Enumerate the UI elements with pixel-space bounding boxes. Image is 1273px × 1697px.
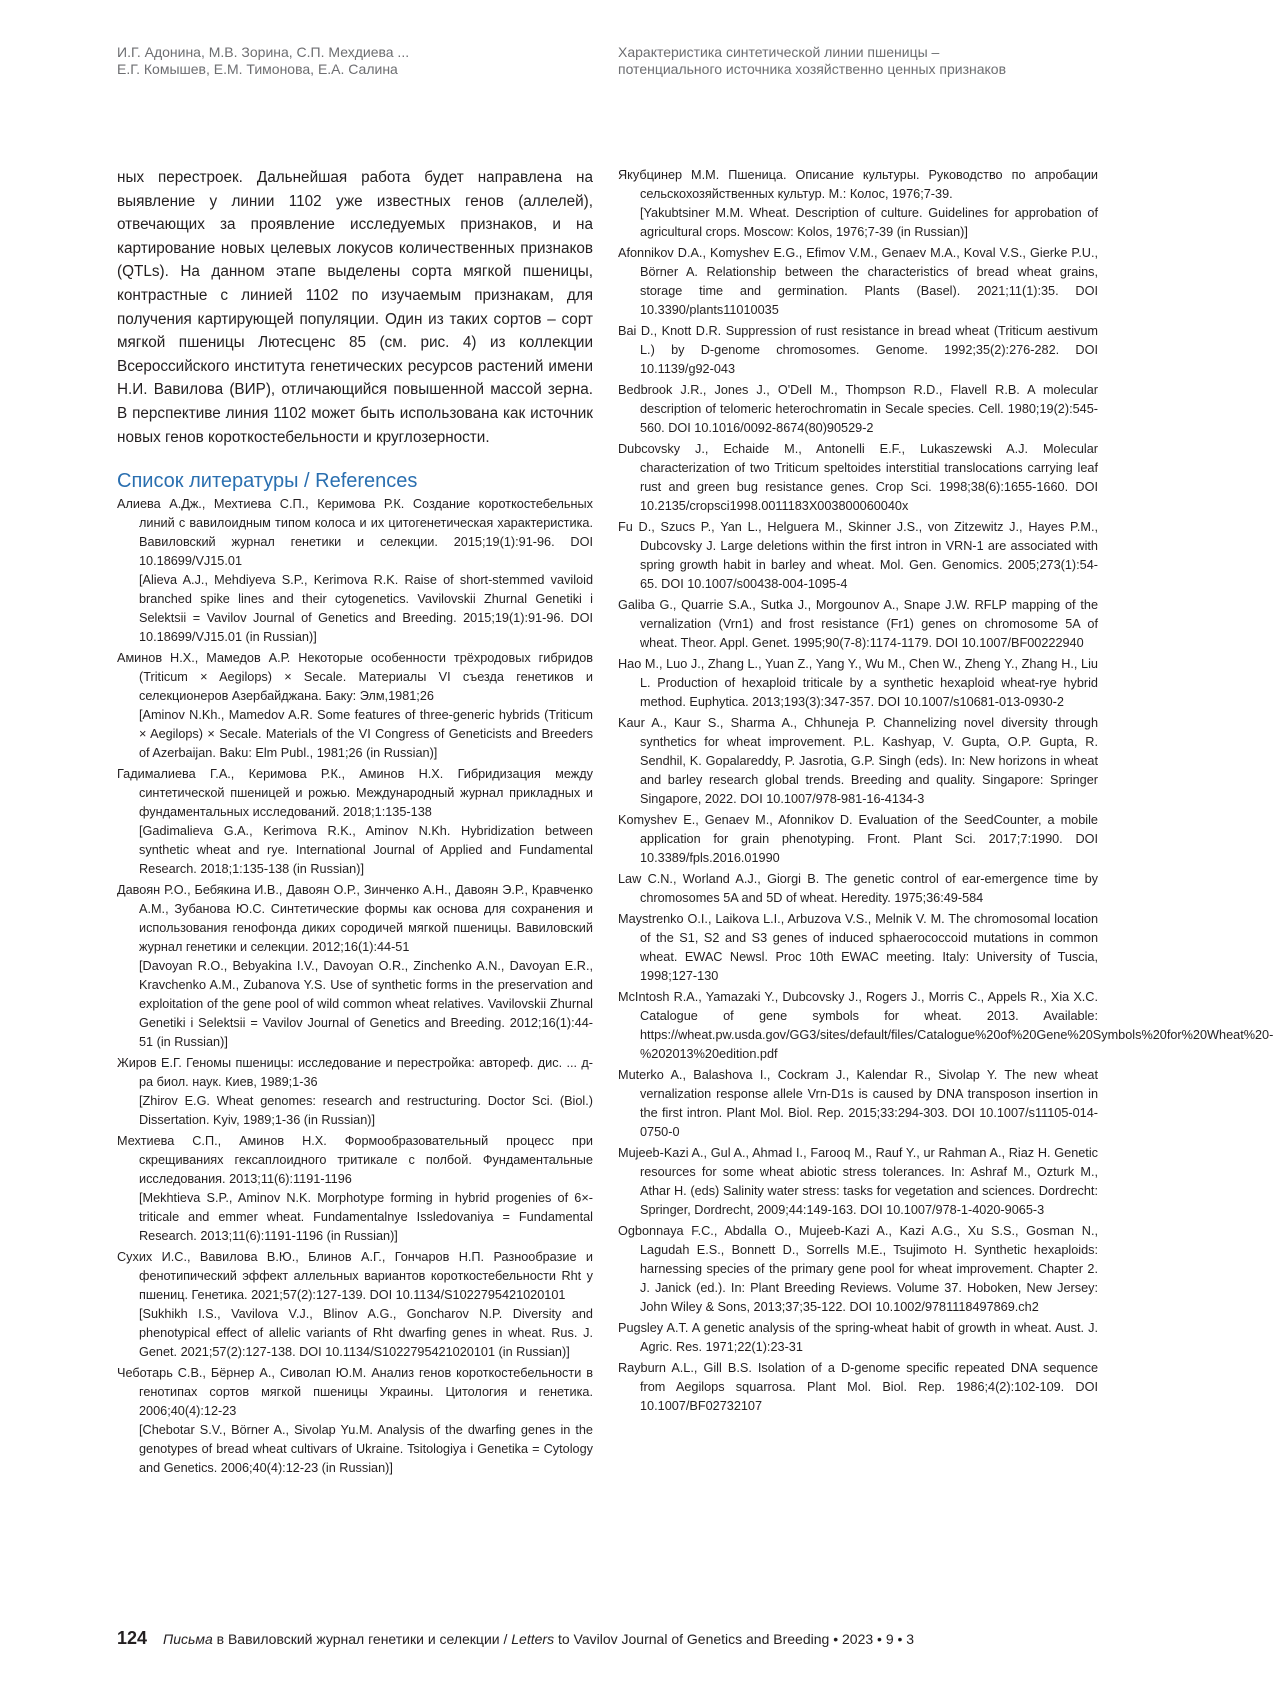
- authors-line-2: Е.Г. Комышев, Е.М. Тимонова, Е.А. Салина: [117, 61, 398, 77]
- journal-ru-italic: Письма: [163, 1631, 213, 1647]
- reference-text: Якубцинер М.М. Пшеница. Описание культуры. Руководство по апробации сельскохозяйственных культур. М.: Колос, 1976;7-39.: [618, 168, 1098, 201]
- reference-text: Bedbrook J.R., Jones J., O'Dell M., Thompson R.D., Flavell R.B. A molecular description of telomeric heterochromatin in Secale species. Cell. 1980;19(2):545-560. DOI 10.1016/0092-8674(80)90529-2: [618, 383, 1098, 435]
- reference-text: Mujeeb-Kazi A., Gul A., Ahmad I., Farooq M., Rauf Y., ur Rahman A., Riaz H. Genetic resources for some wheat abiotic stress tolerances. In: Ashraf M., Ozturk M., Athar H. (eds) Salinity water stress: tasks for vegetation and sciences. Dordrecht: Springer, Dordrecht, 2009;44:149-163. DOI 10.1007/978-1-4020-9065-3: [618, 1146, 1098, 1217]
- reference-item: [618, 244, 1098, 320]
- reference-text: Ogbonnaya F.C., Abdalla O., Mujeeb-Kazi A., Kazi A.G., Xu S.S., Gosman N., Lagudah E.S., Bonnett D., Sorrells M.E., Tsujimoto H. Synthetic hexaploids: harnessing species of the primary gene pool for wheat improvement. Chapter 2. J. Janick (ed.). In: Plant Breeding Reviews. Volume 37. Hoboken, New Jersey: John Wiley & Sons, 2013;37;35-122. DOI 10.1002/9781118497869.ch2: [618, 1224, 1098, 1314]
- reference-text: Аминов Н.Х., Мамедов А.Р. Некоторые особенности трёхродовых гибридов (Triticum × Aegilops) × Secale. Материалы VI съезда генетиков и селекционеров Азербайджана. Баку: Элм,1981;26: [117, 651, 593, 704]
- references-list-right: [618, 166, 1273, 1416]
- reference-item: [117, 1054, 593, 1130]
- reference-text: Чеботарь С.В., Бёрнер А., Сиволап Ю.М. Анализ генов короткостебельности в генотипах сортов мягкой пшеницы Украины. Цитология и генетика. 2006;40(4):12-23: [117, 1366, 593, 1419]
- reference-translation: [Zhirov E.G. Wheat genomes: research and restructuring. Doctor Sci. (Biol.) Dissertation. Kyiv, 1989;1-36 (in Russian)]: [139, 1094, 593, 1128]
- reference-item: [618, 381, 1098, 438]
- right-column: [618, 166, 1273, 1418]
- reference-item: [618, 714, 1098, 809]
- reference-item: [117, 765, 593, 879]
- reference-item: [618, 1066, 1098, 1142]
- reference-item: [117, 881, 593, 1052]
- running-head-authors: [117, 44, 597, 78]
- page-number: 124: [117, 1628, 148, 1648]
- reference-text: Dubcovsky J., Echaide M., Antonelli E.F., Lukaszewski A.J. Molecular characterization of two Triticum speltoides interstitial translocations carrying leaf rust and green bug resistance genes. Crop Sci. 1998;38(6):1655-1660. DOI 10.2135/cropsci1998.0011183X003800060040x: [618, 442, 1098, 513]
- reference-translation: [Yakubtsiner M.M. Wheat. Description of culture. Guidelines for approbation of agricultural crops. Moscow: Kolos, 1976;7-39 (in Russian)]: [640, 206, 1098, 239]
- reference-text: Rayburn A.L., Gill B.S. Isolation of a D-genome specific repeated DNA sequence from Aegilops squarrosa. Plant Mol. Biol. Rep. 1986;4(2):102-109. DOI 10.1007/BF02732107: [618, 1361, 1098, 1413]
- reference-item: [618, 440, 1098, 516]
- reference-translation: [Aminov N.Kh., Mamedov A.R. Some features of three-generic hybrids (Triticum × Aegilops) × Secale. Materials of the VI Congress of Geneticists and Breeders of Azerbaijan. Baku: Elm Publ., 1981;26 (in Russian)]: [139, 708, 593, 761]
- reference-text: Мехтиева С.П., Аминов Н.Х. Формообразовательный процесс при скрещиваниях гексаплоидного тритикале с полбой. Фундаментальные исследования. 2013;11(6):1191-1196: [117, 1134, 593, 1187]
- reference-translation: [Chebotar S.V., Börner A., Sivolap Yu.M. Analysis of the dwarfing genes in the genotypes of bread wheat cultivars of Ukraine. Tsitologiya i Genetika = Cytology and Genetics. 2006;40(4):12-23 (in Russian)]: [139, 1423, 593, 1476]
- reference-translation: [Mekhtieva S.P., Aminov N.K. Morphotype forming in hybrid progenies of 6×-triticale and emmer wheat. Fundamentalnye Issledovaniya = Fundamental Research. 2013;11(6):1191-1196 (in Russian)]: [139, 1191, 593, 1244]
- reference-text: Afonnikov D.A., Komyshev E.G., Efimov V.M., Genaev M.A., Koval V.S., Gierke P.U., Börner A. Relationship between the characteristics of bread wheat grains, storage time and germination. Plants (Basel). 2021;11(1):35. DOI 10.3390/plants11010035: [618, 246, 1098, 317]
- reference-item: [618, 988, 1273, 1064]
- title-line-2: потенциального источника хозяйственно ценных признаков: [618, 61, 1007, 77]
- journal-en-italic: Letters: [511, 1631, 555, 1647]
- reference-translation: [Gadimalieva G.A., Kerimova R.K., Aminov N.Kh. Hybridization between synthetic wheat and rye. International Journal of Applied and Fundamental Research. 2018;1:135-138 (in Russian)]: [139, 824, 593, 877]
- reference-item: [618, 322, 1098, 379]
- journal-issue: • 2023 • 9 • 3: [829, 1631, 915, 1647]
- reference-item: [618, 518, 1098, 594]
- journal-en: to Vavilov Journal of Genetics and Breeding: [554, 1631, 830, 1647]
- reference-text: Maystrenko O.I., Laikova L.I., Arbuzova V.S., Melnik V. M. The chromosomal location of the S1, S2 and S3 genes of induced sphaerococcoid mutations in common wheat. EWAC Newsl. Proc 10th EWAC meeting. Italy: University of Tuscia, 1998;127-130: [618, 912, 1098, 983]
- reference-item: [117, 1364, 593, 1478]
- reference-text: Galiba G., Quarrie S.A., Sutka J., Morgounov A., Snape J.W. RFLP mapping of the vernalization (Vrn1) and frost resistance (Fr1) genes on chromosome 5A of wheat. Theor. Appl. Genet. 1995;90(7-8):1174-1179. DOI 10.1007/BF00222940: [618, 598, 1098, 650]
- authors-line-1: И.Г. Адонина, М.В. Зорина, С.П. Мехдиева ...: [117, 44, 410, 60]
- reference-item: [618, 655, 1098, 712]
- reference-translation: [Davoyan R.O., Bebyakina I.V., Davoyan O.R., Zinchenko A.N., Davoyan E.R., Kravchenko A.M., Zubanova Y.S. Use of synthetic forms in the preservation and exploitation of the gene pool of wild common wheat relatives. Vavilovskii Zhurnal Genetiki i Selektsii = Vavilov Journal of Genetics and Breeding. 2012;16(1):44-51 (in Russian)]: [139, 959, 593, 1050]
- reference-item: [618, 811, 1098, 868]
- reference-text: Hao M., Luo J., Zhang L., Yuan Z., Yang Y., Wu M., Chen W., Zheng Y., Zhang H., Liu L. Production of hexaploid triticale by a synthetic hexaploid wheat-rye hybrid method. Euphytica. 2013;193(3):347-357. DOI 10.1007/s10681-013-0930-2: [618, 657, 1098, 709]
- reference-item: [117, 649, 593, 763]
- reference-text: Давоян Р.О., Бебякина И.В., Давоян О.Р., Зинченко А.Н., Давоян Э.Р., Кравченко А.М., Зубанова Ю.С. Синтетические формы как основа для сохранения и использования генофонда диких сородичей мягкой пшеницы. Вавиловский журнал генетики и селекции. 2012;16(1):44-51: [117, 883, 593, 955]
- reference-text: Bai D., Knott D.R. Suppression of rust resistance in bread wheat (Triticum aestivum L.) by D-genome chromosomes. Genome. 1992;35(2):276-282. DOI 10.1139/g92-043: [618, 324, 1098, 376]
- reference-item: [618, 910, 1098, 986]
- body-paragraph: ных перестроек. Дальнейшая работа будет направлена на выявление у линии 1102 уже известных генов (аллелей), отвечающих за проявление исследуемых признаков, и на картирование новых целевых локусов количественных признаков (QTLs). На данном этапе выделены сорта мягкой пшеницы, контрастные с линией 1102 по изучаемым признакам, для получения картирующей популяции. Один из таких сортов – сорт мягкой пшеницы Лютесценс 85 (см. рис. 4) из коллекции Всероссийского института генетических ресурсов растений имени Н.И. Вавилова (ВИР), отличающийся повышенной массой зерна. В перспективе линия 1102 может быть использована как источник новых генов короткостебельности и круглозерности.: [117, 169, 593, 446]
- reference-text: Сухих И.С., Вавилова В.Ю., Блинов А.Г., Гончаров Н.П. Разнообразие и фенотипический эффект аллельных вариантов короткостебельности Rht у пшениц. Генетика. 2021;57(2):127-139. DOI 10.1134/S1022795421020101: [117, 1250, 593, 1303]
- left-column: [117, 166, 593, 1480]
- reference-item: [117, 1248, 593, 1362]
- reference-translation: [Alieva A.J., Mehdiyeva S.P., Kerimova R.K. Raise of short-stemmed vaviloid branched spike lines and their cytogenetics. Vavilovskii Zhurnal Genetiki i Selektsii = Vavilov Journal of Genetics and Breeding. 2015;19(1):91-96. DOI 10.18699/VJ15.01 (in Russian)]: [139, 573, 593, 645]
- running-head-title: [618, 44, 1138, 78]
- reference-text: Komyshev E., Genaev M., Afonnikov D. Evaluation of the SeedCounter, a mobile application for grain phenotyping. Front. Plant Sci. 2017;7:1990. DOI 10.3389/fpls.2016.01990: [618, 813, 1098, 865]
- reference-item: [618, 870, 1098, 908]
- reference-text: Law C.N., Worland A.J., Giorgi B. The genetic control of ear-emergence time by chromosomes 5A and 5D of wheat. Heredity. 1975;36:49-584: [618, 872, 1098, 905]
- reference-text: Fu D., Szucs P., Yan L., Helguera M., Skinner J.S., von Zitzewitz J., Hayes P.M., Dubcovsky J. Large deletions within the first intron in VRN-1 are associated with spring growth habit in barley and wheat. Mol. Gen. Genomics. 2005;273(1):54-65. DOI 10.1007/s00438-004-1095-4: [618, 520, 1098, 591]
- page-footer: [117, 1628, 1117, 1649]
- reference-item: [618, 1319, 1098, 1357]
- reference-text: Гадималиева Г.А., Керимова Р.К., Аминов Н.Х. Гибридизация между синтетической пшеницей и рожью. Международный журнал прикладных и фундаментальных исследований. 2018;1:135-138: [117, 767, 593, 820]
- reference-item: [618, 1144, 1098, 1220]
- reference-text: Muterko A., Balashova I., Cockram J., Kalendar R., Sivolap Y. The new wheat vernalization response allele Vrn-D1s is caused by DNA transposon insertion in the first intron. Plant Mol. Biol. Rep. 2015;33:294-303. DOI 10.1007/s11105-014-0750-0: [618, 1068, 1098, 1139]
- reference-translation: [Sukhikh I.S., Vavilova V.J., Blinov A.G., Goncharov N.P. Diversity and phenotypical effect of allelic variants of Rht dwarfing genes in wheat. Rus. J. Genet. 2021;57(2):127-138. DOI 10.1134/S1022795421020101 (in Russian)]: [139, 1307, 593, 1360]
- reference-item: [117, 495, 593, 647]
- reference-item: [618, 596, 1098, 653]
- reference-text: Алиева А.Дж., Мехтиева С.П., Керимова Р.К. Создание короткостебельных линий с вавилоидным типом колоса и их цитогенетическая характеристика. Вавиловский журнал генетики и селекции. 2015;19(1):91-96. DOI 10.18699/VJ15.01: [117, 497, 593, 569]
- reference-text: Kaur A., Kaur S., Sharma A., Chhuneja P. Channelizing novel diversity through synthetics for wheat improvement. P.L. Kashyap, V. Gupta, O.P. Gupta, R. Sendhil, K. Gopalareddy, P. Jasrotia, G.P. Singh (eds). In: New horizons in wheat and barley research global trends. Breeding and quality. Singapore: Springer Singapore, 2022. DOI 10.1007/978-981-16-4134-3: [618, 716, 1098, 806]
- title-line-1: Характеристика синтетической линии пшеницы –: [618, 44, 940, 60]
- reference-item: [618, 1359, 1098, 1416]
- references-heading: Список литературы / References: [117, 470, 418, 493]
- reference-item: [618, 1222, 1098, 1317]
- reference-item: [618, 166, 1098, 242]
- references-list-left: [117, 495, 593, 1478]
- reference-text: McIntosh R.A., Yamazaki Y., Dubcovsky J., Rogers J., Morris C., Appels R., Xia X.C. Catalogue of gene symbols for wheat. 2013. Available: https://wheat.pw.usda.gov/GG3/sites/default/files/Catalogue%20of%20Gene%20Symbols%20for%20Wheat%20-%202013%20edition.pdf: [618, 990, 1273, 1061]
- reference-text: Жиров Е.Г. Геномы пшеницы: исследование и перестройка: автореф. дис. ... д-ра биол. наук. Киев, 1989;1-36: [117, 1056, 593, 1090]
- reference-text: Pugsley A.T. A genetic analysis of the spring-wheat habit of growth in wheat. Aust. J. Agric. Res. 1971;22(1):23-31: [618, 1321, 1098, 1354]
- journal-ru: в Вавиловский журнал генетики и селекции /: [212, 1631, 512, 1647]
- reference-item: [117, 1132, 593, 1246]
